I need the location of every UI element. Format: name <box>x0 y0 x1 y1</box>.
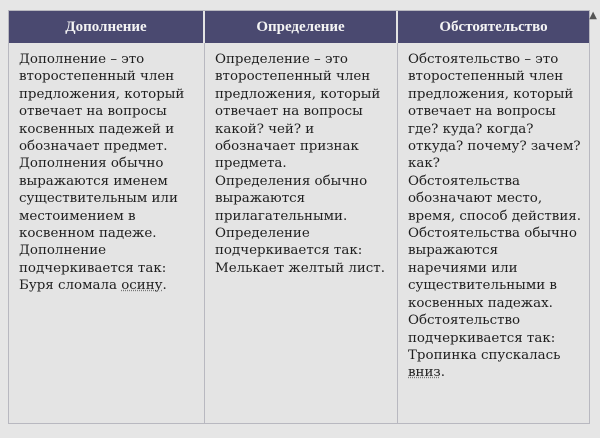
paragraph: Дополнение – это второстепенный член предложения, который отвечает на вопросы косвенных падежей и обозначает предмет. <box>19 52 185 155</box>
paragraph-end: . <box>162 278 167 294</box>
header-obstoyatelstvo: Обстоятельство <box>398 11 589 43</box>
cell-opredelenie <box>205 43 398 423</box>
paragraph: Обстоятельства обозначают место, время, способ действия. <box>408 173 581 224</box>
table-body-row <box>9 43 589 423</box>
paragraph: Определения обычно выражаются прилагательными. <box>215 173 368 224</box>
paragraph: Мелькает желтый лист. <box>215 260 385 276</box>
cell-obstoyatelstvo <box>398 43 589 423</box>
paragraph: Обстоятельство – это второстепенный член предложения, который отвечает на вопросы где? куда? когда? откуда? почему? зачем? как? <box>408 52 581 172</box>
paragraph: Дополнения обычно выражаются именем существительным или местоимением в косвенном падеже. <box>19 156 178 242</box>
cell-dopolnenie <box>9 43 205 423</box>
paragraph: Определение – это второстепенный член предложения, который отвечает на вопросы какой? чей? и обозначает признак предмета. <box>215 52 381 172</box>
underlined-word: вниз <box>408 365 441 381</box>
underlined-word: осину <box>121 278 163 294</box>
paragraph: Обстоятельства обычно выражаются наречиями или существительными в косвенных падежах. <box>408 226 577 311</box>
paragraph-end: . <box>440 365 445 381</box>
up-arrow-icon[interactable]: ▲ <box>589 10 597 21</box>
paragraph: Определение подчеркивается так: <box>215 226 363 259</box>
paragraph: Обстоятельство подчеркивается так: <box>408 313 556 346</box>
paragraph <box>408 347 581 382</box>
table-header-row <box>9 11 589 43</box>
header-opredelenie: Определение <box>205 11 398 43</box>
comparison-table <box>8 10 590 424</box>
header-dopolnenie: Дополнение <box>9 11 205 43</box>
paragraph-text: Дополнение подчеркивается так: Буря сломала <box>19 243 167 294</box>
paragraph-text: Тропинка спускалась <box>408 347 561 363</box>
paragraph <box>19 242 196 294</box>
